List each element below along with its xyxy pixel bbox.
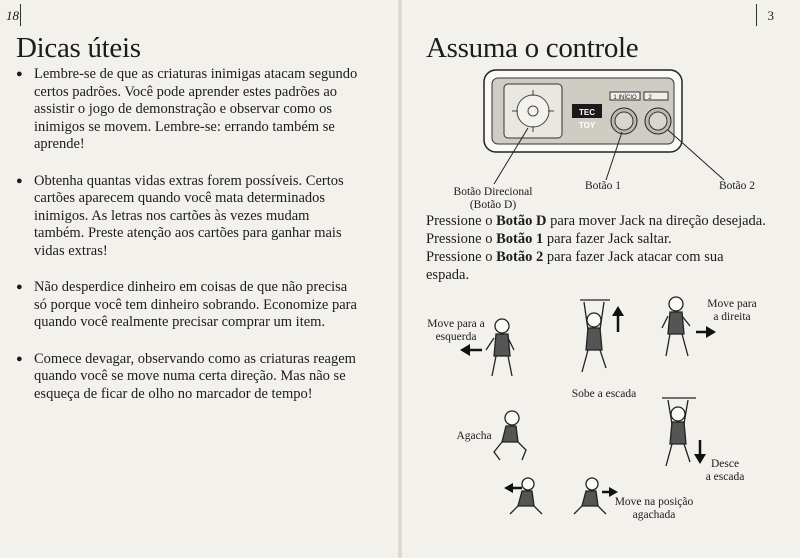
label-move-right [700, 298, 764, 324]
arrow-right-icon [696, 326, 716, 338]
tip-item: ● Lembre-se de que as criaturas inimigas atacam segundo certos padrões. Você pode aprender estes padrões ao assistir o jogo de demonstração e observar como os inimigos se movem. Lembre-se: errando também se aprende! [16, 66, 361, 154]
jack-climb-down-figure [662, 398, 696, 466]
page-edge-line [20, 4, 21, 26]
label-crouch: Agacha [456, 430, 492, 442]
dpad-label-line1: Botão Direcional [453, 186, 533, 198]
instruction-text: Pressione o [426, 213, 497, 229]
instruction-button: Botão D [496, 213, 547, 229]
jack-crouch-move-figure [510, 478, 606, 514]
button2-label: Botão 2 [718, 180, 756, 192]
instruction-text: para fazer Jack atacar com sua espada. [426, 249, 724, 283]
label-climb-down [700, 458, 750, 484]
button1-label: Botão 1 [584, 180, 622, 192]
tips-list [16, 66, 361, 422]
label-climb-up: Sobe a escada [571, 388, 637, 400]
tip-item: ● Obtenha quantas vidas extras forem possíveis. Certos cartões aparecem quando você mata determinados inimigos. As letras nos cartões às vezes mudam também. Preste atenção aos cartões para ganhar mais vidas extras! [16, 173, 361, 261]
right-page [400, 0, 800, 558]
label-climb-down-line1: Desce [710, 458, 740, 470]
controller-logo: TEC TOY [578, 108, 596, 130]
tip-item: ● Não desperdice dinheiro em coisas de que não precisa só porque você tem dinheiro sobrando. Economize para quando você realmente precisar comprar um item. [16, 279, 361, 332]
jack-climb-up-figure [580, 300, 610, 372]
page-number-right: 3 [767, 8, 774, 23]
instruction-text: Pressione o [426, 231, 497, 247]
slot-label-2: 2 [648, 95, 652, 101]
label-move-right-line2: a direita [713, 311, 751, 323]
instruction-text: para fazer Jack saltar. [543, 231, 672, 247]
slot-label-1: 1 INÍCIO [613, 95, 637, 101]
page-number-left: 18 [6, 8, 19, 23]
dpad-label-line2: (Botão D) [469, 199, 517, 211]
jack-crouch-figure [494, 411, 526, 460]
label-move-left [420, 318, 492, 344]
label-crouch-move-line1: Move na posição [614, 496, 694, 508]
label-move-left-line1: Move para a [427, 318, 485, 330]
label-climb-down-line2: a escada [705, 471, 745, 483]
label-move-left-line2: esquerda [435, 331, 477, 343]
instruction-button: Botão 2 [496, 249, 544, 265]
label-move-right-line1: Move para [707, 298, 757, 310]
arrow-left-icon [460, 344, 482, 356]
arrow-left-icon [504, 483, 522, 493]
page-title-right: Assuma o controle [426, 32, 639, 64]
label-crouch-move [612, 496, 696, 522]
arrow-up-icon [612, 306, 624, 332]
jack-move-right-figure [662, 297, 690, 356]
label-crouch-move-line2: agachada [632, 509, 676, 521]
page-title-left: Dicas úteis [16, 32, 141, 64]
instruction-text: para mover Jack na direção desejada. [546, 213, 766, 229]
instruction-button: Botão 1 [496, 231, 544, 247]
instruction-text: Pressione o [426, 249, 497, 265]
tip-item: ● Comece devagar, observando como as criaturas reagem quando você se move numa certa direção. Mas não se esqueça de ficar de olho no marcador de tempo! [16, 351, 361, 404]
